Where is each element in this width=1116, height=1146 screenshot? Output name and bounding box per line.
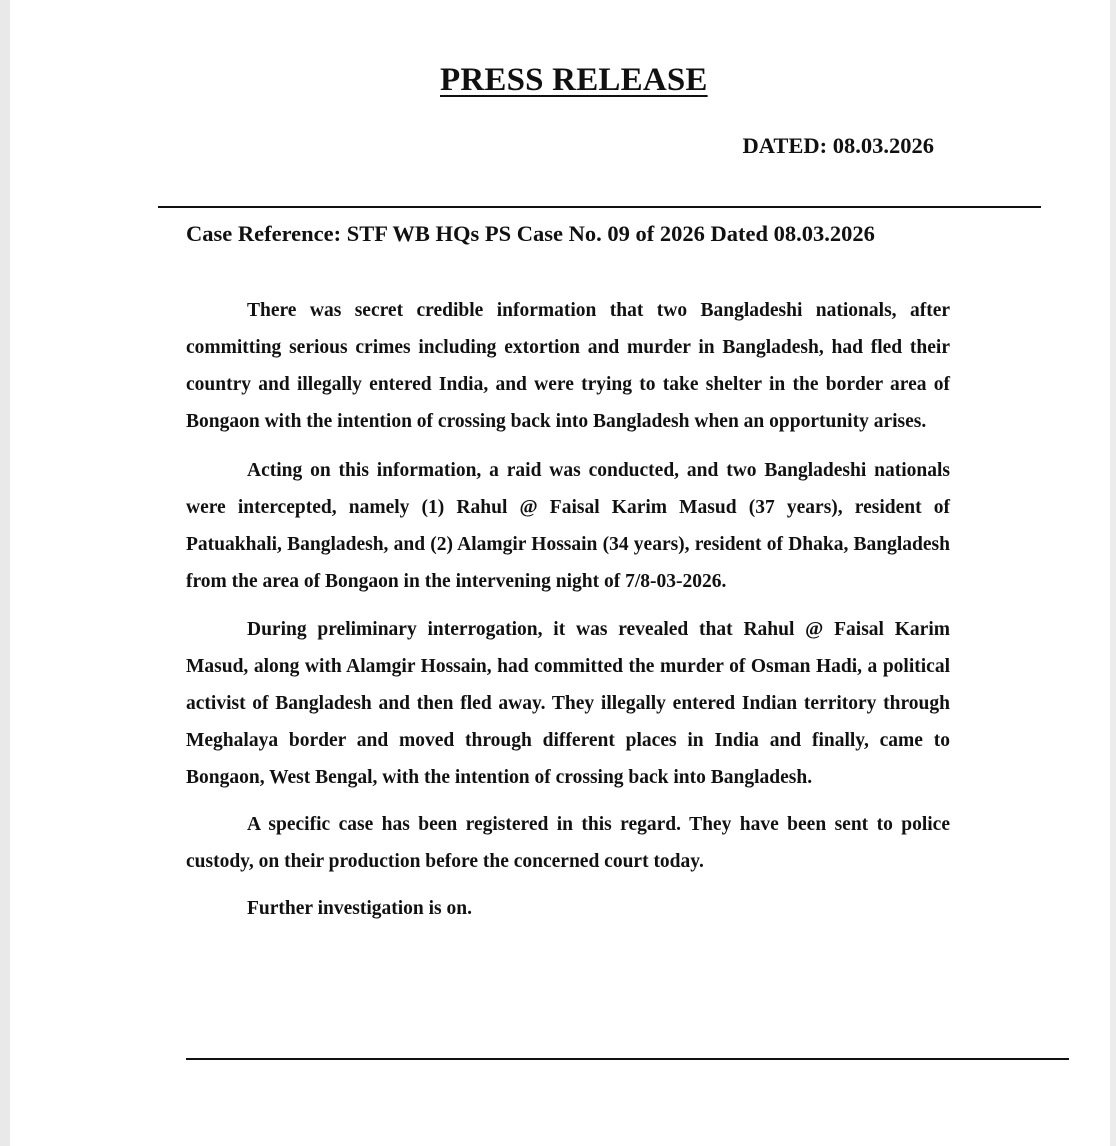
paragraph-investigation: Further investigation is on. (247, 898, 472, 919)
body-text (186, 292, 950, 939)
paragraph-information: There was secret credible information that two Bangladeshi nationals, after committing serious crimes including extortion and murder in Bangladesh, had fled their country and illegally entered India, and were trying to take shelter in the border area of Bongaon with the intention of crossing back into Bangladesh when an opportunity arises. (186, 300, 950, 432)
page-title: PRESS RELEASE (440, 62, 708, 98)
paragraph-raid: Acting on this information, a raid was conducted, and two Bangladeshi nationals were intercepted, namely (1) Rahul @ Faisal Karim Masud (37 years), resident of Patuakhali, Bangladesh, and (2) Alamgir Hossain (34 years), resident of Dhaka, Bangladesh from the area of Bongaon in the intervening night of 7/8-03-2026. (186, 460, 950, 592)
paragraph-interrogation: During preliminary interrogation, it was revealed that Rahul @ Faisal Karim Masud, along with Alamgir Hossain, had committed the murder of Osman Hadi, a political activist of Bangladesh and then fled away. They illegally entered Indian territory through Meghalaya border and moved through different places in India and finally, came to Bongaon, West Bengal, with the intention of crossing back into Bangladesh. (186, 619, 950, 788)
date-line: DATED: 08.03.2026 (742, 133, 934, 158)
paragraph-custody: A specific case has been registered in this regard. They have been sent to police custody, on their production before the concerned court today. (186, 814, 950, 872)
case-reference: Case Reference: STF WB HQs PS Case No. 09 of 2026 Dated 08.03.2026 (186, 221, 875, 246)
bottom-divider (186, 1058, 1069, 1060)
top-divider (158, 206, 1041, 208)
